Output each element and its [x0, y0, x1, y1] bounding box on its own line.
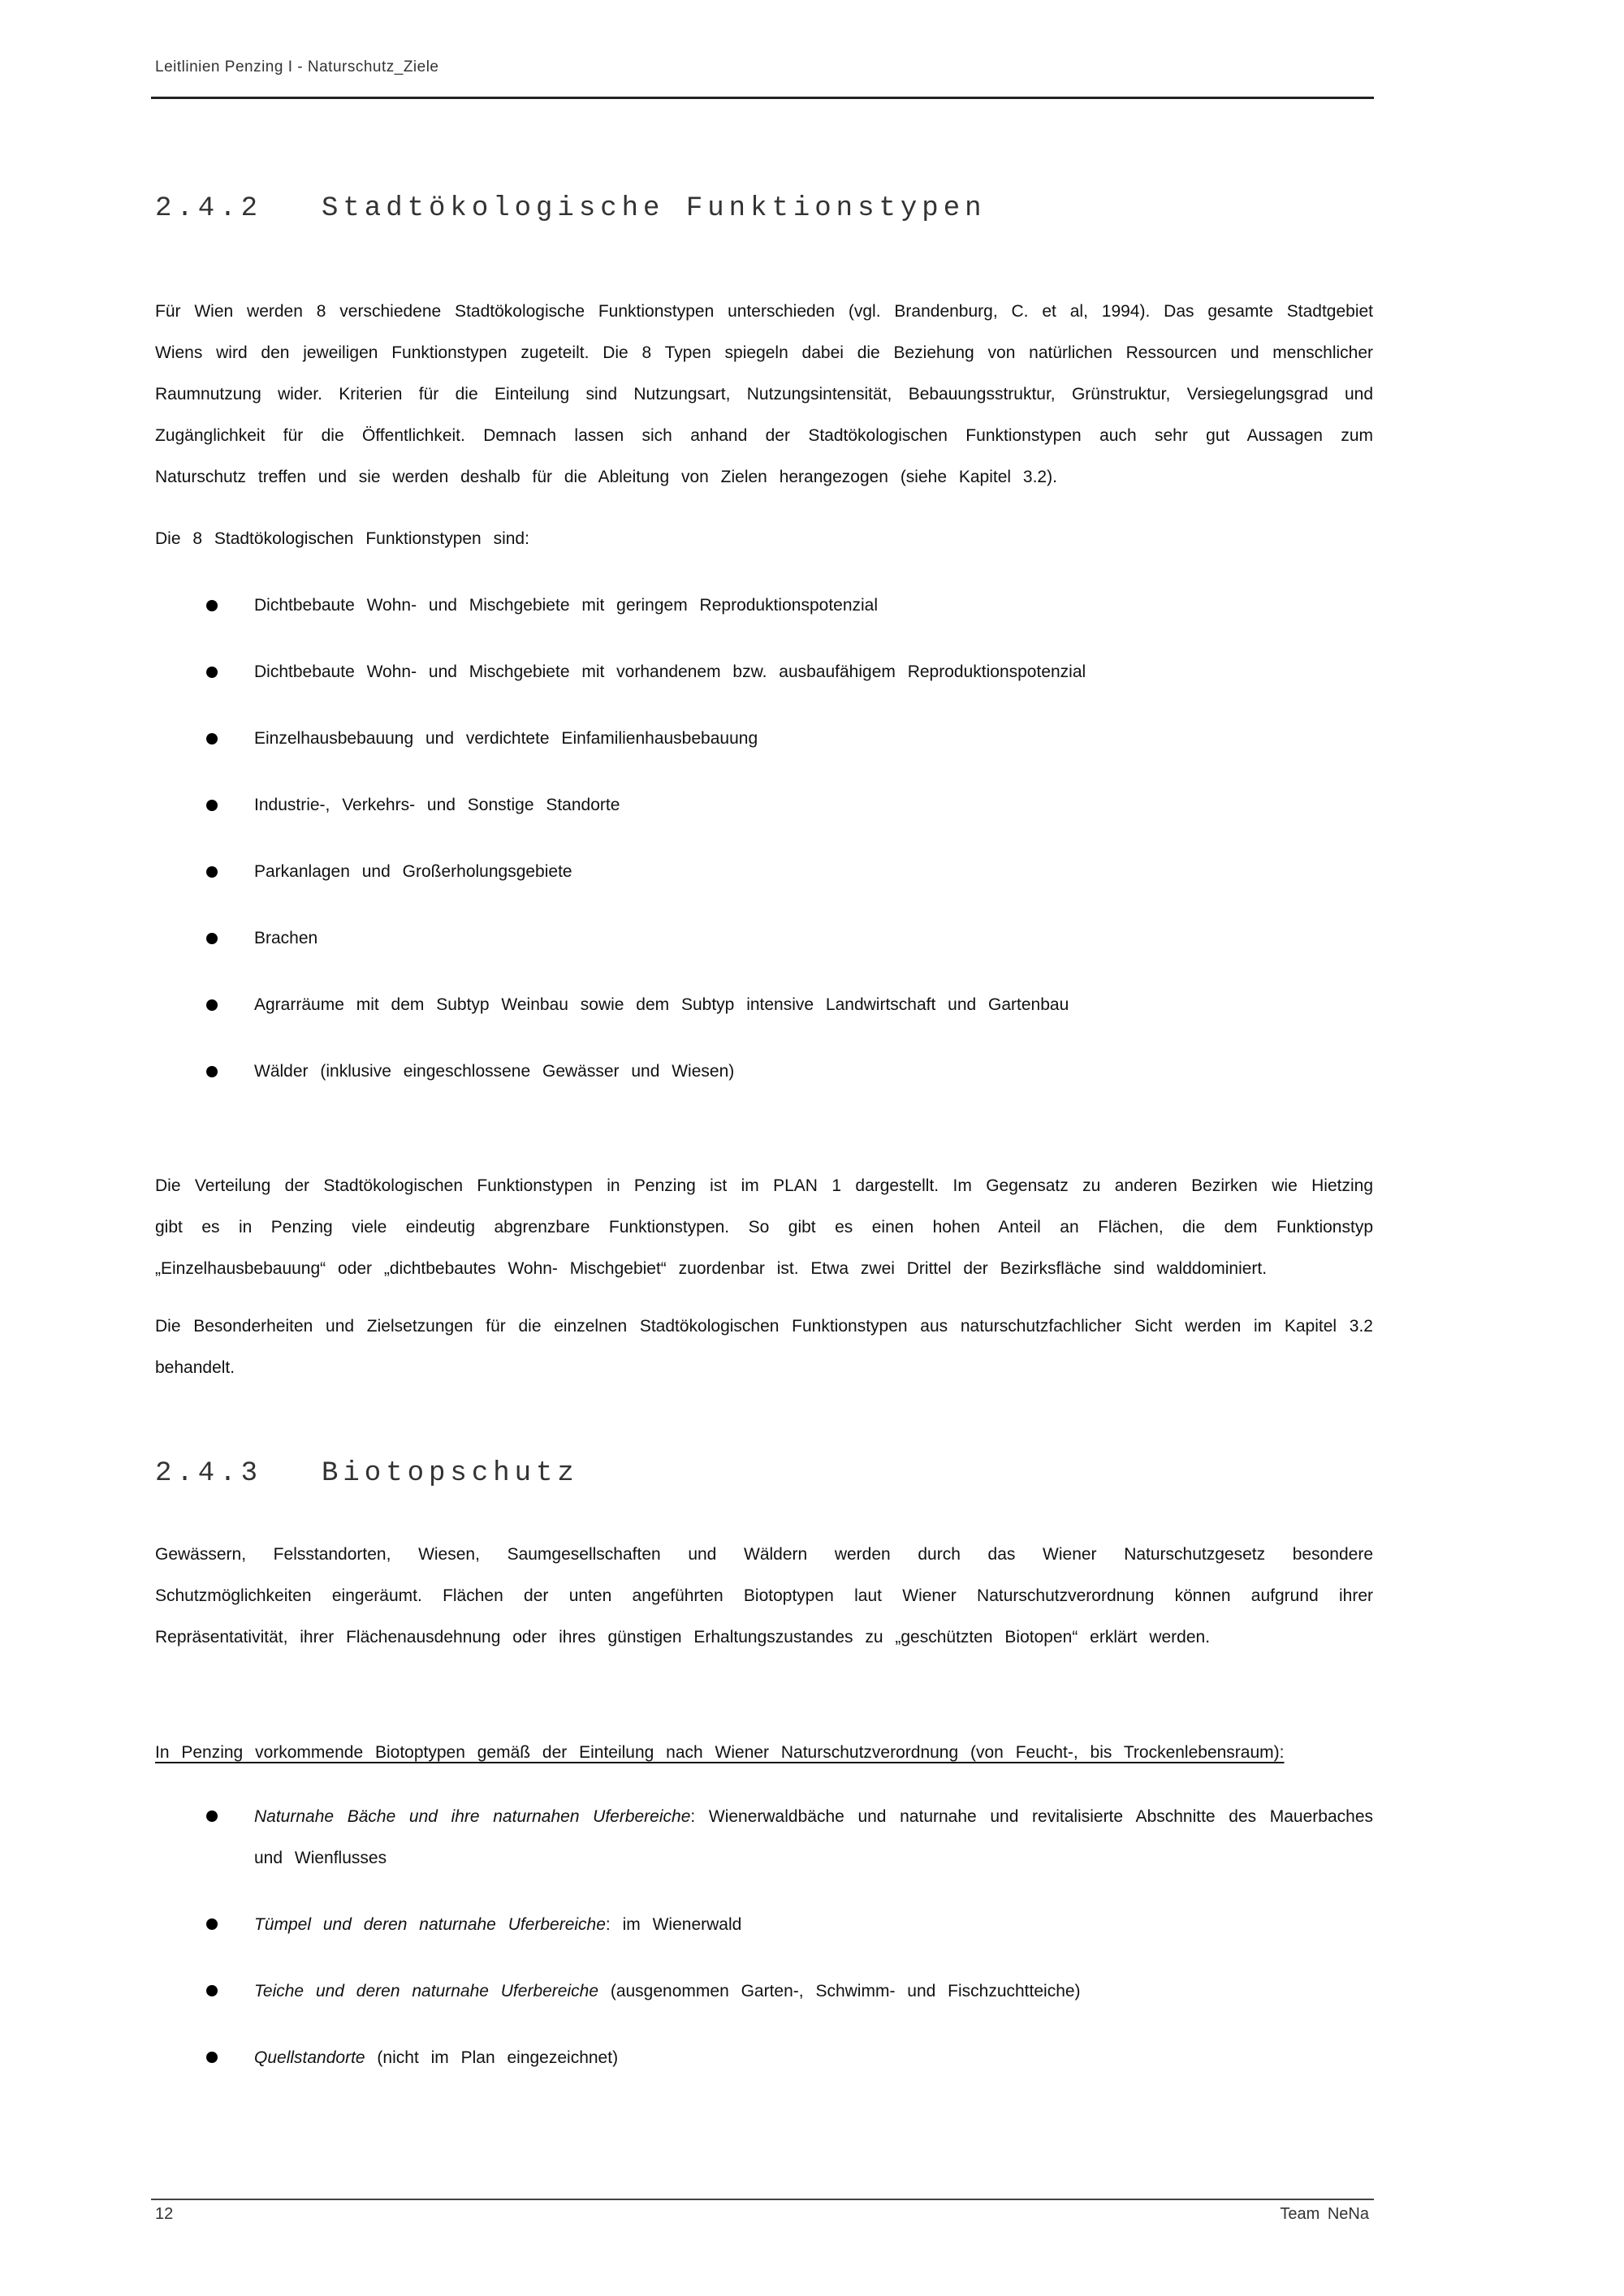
list-intro: Die 8 Stadtökologischen Funktionstypen sind: [155, 529, 529, 548]
paragraph-biotopschutz: Gewässern, Felsstandorten, Wiesen, Saumgesellschaften und Wäldern werden durch das Wiener Naturschutzgesetz besondere Schutzmöglichkeiten eingeräumt. Flächen der unten angeführten Biotoptypen laut Wiener Naturschutzverordnung können aufgrund ihrer Repräsentativität, ihrer Flächenausdehnung oder ihres günstigen Erhaltungszustandes zu „geschützten Biotopen“ erklärt werden. [155, 1545, 1373, 1646]
section-number: 2.4.3 [155, 1458, 263, 1489]
list-item: Teiche und deren naturnahe Uferbereiche (ausgenommen Garten-, Schwimm- und Fischzuchtteiche) [155, 1970, 1373, 2012]
funktionstypen-list [155, 597, 1373, 1129]
section-title: Biotopschutz [322, 1458, 579, 1489]
running-header: Leitlinien Penzing I - Naturschutz_Ziele [155, 58, 439, 76]
bullet-icon [206, 999, 218, 1011]
paragraph-funktionstypen-intro: Für Wien werden 8 verschiedene Stadtökologische Funktionstypen unterschieden (vgl. Brandenburg, C. et al, 1994). Das gesamte Stadtgebiet Wiens wird den jeweiligen Funktionstypen zugeteilt. Die 8 Typen spiegeln dabei die Beziehung von natürlichen Ressourcen und menschlicher Raumnutzung wider. Kriterien für die Einteilung sind Nutzungsart, Nutzungsintensität, Bebauungsstruktur, Grünstruktur, Versiegelungsgrad und Zugänglichkeit für die Öffentlichkeit. Demnach lassen sich anhand der Stadtökologischen Funktionstypen auch sehr gut Aussagen zum Naturschutz treffen und sie werden deshalb für die Ableitung von Zielen herangezogen (siehe Kapitel 3.2). [155, 302, 1373, 486]
list-item: Agrarräume mit dem Subtyp Weinbau sowie dem Subtyp intensive Landwirtschaft und Gartenbau [155, 996, 1373, 1063]
biotoptypen-list [155, 1796, 1373, 2078]
bullet-icon [206, 800, 218, 811]
bullet-icon [206, 600, 218, 611]
page-number: 12 [155, 2205, 174, 2223]
biotoptypen-heading: In Penzing vorkommende Biotoptypen gemäß der Einteilung nach Wiener Naturschutzverordnung (von Feucht-, bis Trockenlebensraum): [155, 1743, 1285, 1762]
bullet-icon [206, 1066, 218, 1077]
paragraph-verteilung: Die Verteilung der Stadtökologischen Funktionstypen in Penzing ist im PLAN 1 dargestellt. Im Gegensatz zu anderen Bezirken wie Hietzing gibt es in Penzing viele eindeutig abgrenzbare Funktionstypen. So gibt es einen hohen Anteil an Flächen, die dem Funktionstyp „Einzelhausbebauung“ oder „dichtbebautes Wohn- Mischgebiet“ zuordenbar ist. Etwa zwei Drittel der Bezirksfläche sind walddominiert. [155, 1176, 1373, 1278]
list-item: Wälder (inklusive eingeschlossene Gewässer und Wiesen) [155, 1063, 1373, 1129]
bullet-icon [206, 2052, 218, 2063]
paragraph-besonderheiten: Die Besonderheiten und Zielsetzungen für die einzelnen Stadtökologischen Funktionstypen aus naturschutzfachlicher Sicht werden im Kapitel 3.2 behandelt. [155, 1317, 1373, 1377]
section-heading-2-4-2 [155, 193, 987, 224]
list-item: Einzelhausbebauung und verdichtete Einfamilienhausbebauung [155, 730, 1373, 796]
list-item: Quellstandorte (nicht im Plan eingezeichnet) [155, 2037, 1373, 2078]
list-item: Parkanlagen und Großerholungsgebiete [155, 863, 1373, 930]
bullet-icon [206, 933, 218, 944]
section-number: 2.4.2 [155, 193, 263, 224]
list-item: Brachen [155, 930, 1373, 996]
footer-author: Team NeNa [1280, 2205, 1369, 2223]
bullet-icon [206, 866, 218, 878]
bullet-icon [206, 1810, 218, 1822]
list-item: Dichtbebaute Wohn- und Mischgebiete mit geringem Reproduktionspotenzial [155, 597, 1373, 663]
bullet-icon [206, 1985, 218, 1996]
list-item: Industrie-, Verkehrs- und Sonstige Standorte [155, 796, 1373, 863]
list-item: Naturnahe Bäche und ihre naturnahen Uferbereiche: Wienerwaldbäche und naturnahe und revitalisierte Abschnitte des Mauerbaches und Wienflusses [155, 1796, 1373, 1879]
bullet-icon [206, 667, 218, 678]
list-item: Tümpel und deren naturnahe Uferbereiche: im Wienerwald [155, 1904, 1373, 1945]
bullet-icon [206, 733, 218, 744]
header-rule [151, 97, 1374, 99]
section-title: Stadtökologische Funktionstypen [322, 193, 987, 224]
section-heading-2-4-3 [155, 1458, 579, 1489]
footer-rule [151, 2199, 1374, 2200]
list-item: Dichtbebaute Wohn- und Mischgebiete mit vorhandenem bzw. ausbaufähigem Reproduktionspotenzial [155, 663, 1373, 730]
bullet-icon [206, 1918, 218, 1930]
